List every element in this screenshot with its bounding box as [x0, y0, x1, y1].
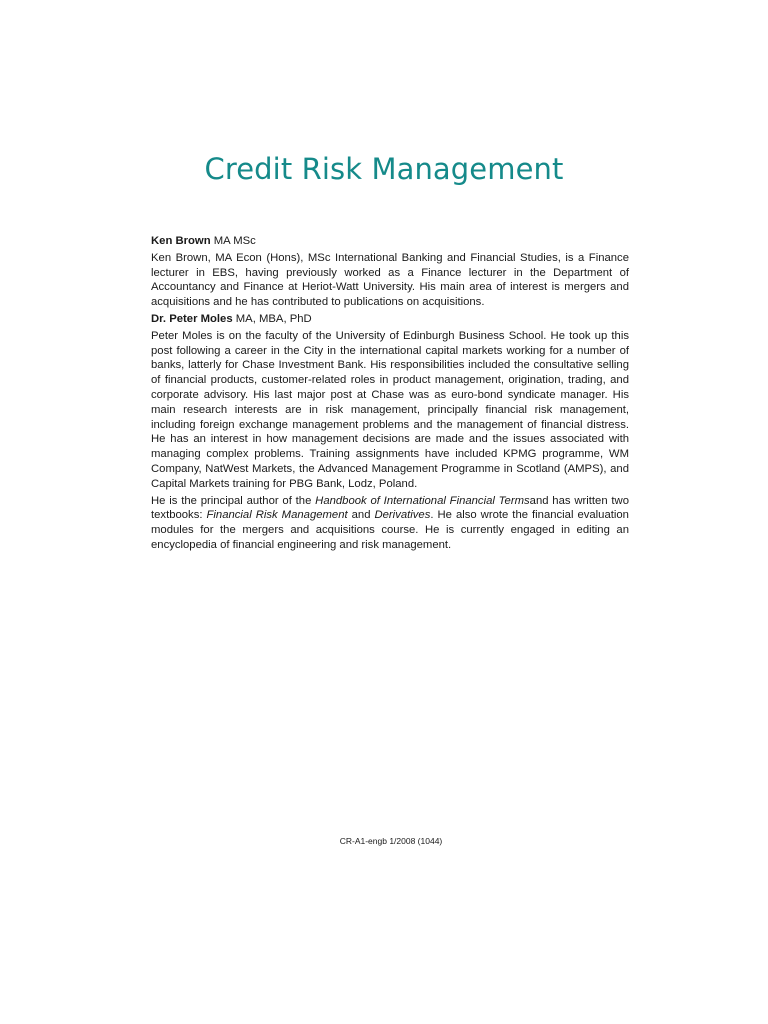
book-title-derivatives: Derivatives: [374, 509, 431, 522]
document-title: Credit Risk Management: [204, 152, 564, 186]
publications-text-1: He is the principal author of the: [151, 494, 316, 507]
publications-text-3: and: [347, 509, 375, 522]
author-name: Dr. Peter Moles: [151, 312, 233, 325]
publications-text-2: and has written two textbooks:: [151, 494, 629, 522]
author-biographies: [151, 234, 629, 555]
author-heading-peter-moles: [151, 312, 629, 327]
author-heading-ken-brown: [151, 234, 629, 249]
book-title-financial-risk-management: Financial Risk Management: [206, 509, 348, 522]
author-name: Ken Brown: [151, 235, 211, 247]
author-credentials: MA, MBA, PhD: [232, 312, 312, 325]
author-bio-ken-brown: Ken Brown, MA Econ (Hons), MSc International Banking and Financial Studies, is a Finance lecturer in EBS, having previously worked as a Finance lecturer in the Department of Accountancy and Finance at Heriot-Watt University. His main area of interest is mergers and acquisitions and he has contributed to publications on acquisitions.: [151, 251, 629, 309]
publications-text-4: . He also wrote the financial evaluation modules for the mergers and acquisitions course. He is currently engaged in editing an encyclopedia of financial engineering and risk management.: [151, 509, 629, 551]
document-footer-code: CR-A1-engb 1/2008 (1044): [339, 836, 443, 846]
book-title-handbook: Handbook of International Financial Terms: [315, 494, 530, 507]
author-publications-paragraph: [151, 494, 629, 553]
author-bio-peter-moles: Peter Moles is on the faculty of the University of Edinburgh Business School. He took up this post following a career in the City in the international capital markets working for a number of banks, latterly for Chase Investment Bank. His responsibilities included the consultative selling of financial products, customer-related roles in product management, origination, trading, and corporate advisory. His last major post at Chase was as euro-bond syndicate manager. His main research interests are in risk management, principally financial risk management, including foreign exchange management problems and the management of financial distress. He has an interest in how management decisions are made and the issues associated with managing complex problems. Training assignments have included KPMG programme, WM Company, NatWest Markets, the Advanced Management Programme in Scotland (AMPS), and Capital Markets training for PBG Bank, Lodz, Poland.: [151, 329, 629, 490]
author-credentials: MA MSc: [210, 235, 256, 247]
